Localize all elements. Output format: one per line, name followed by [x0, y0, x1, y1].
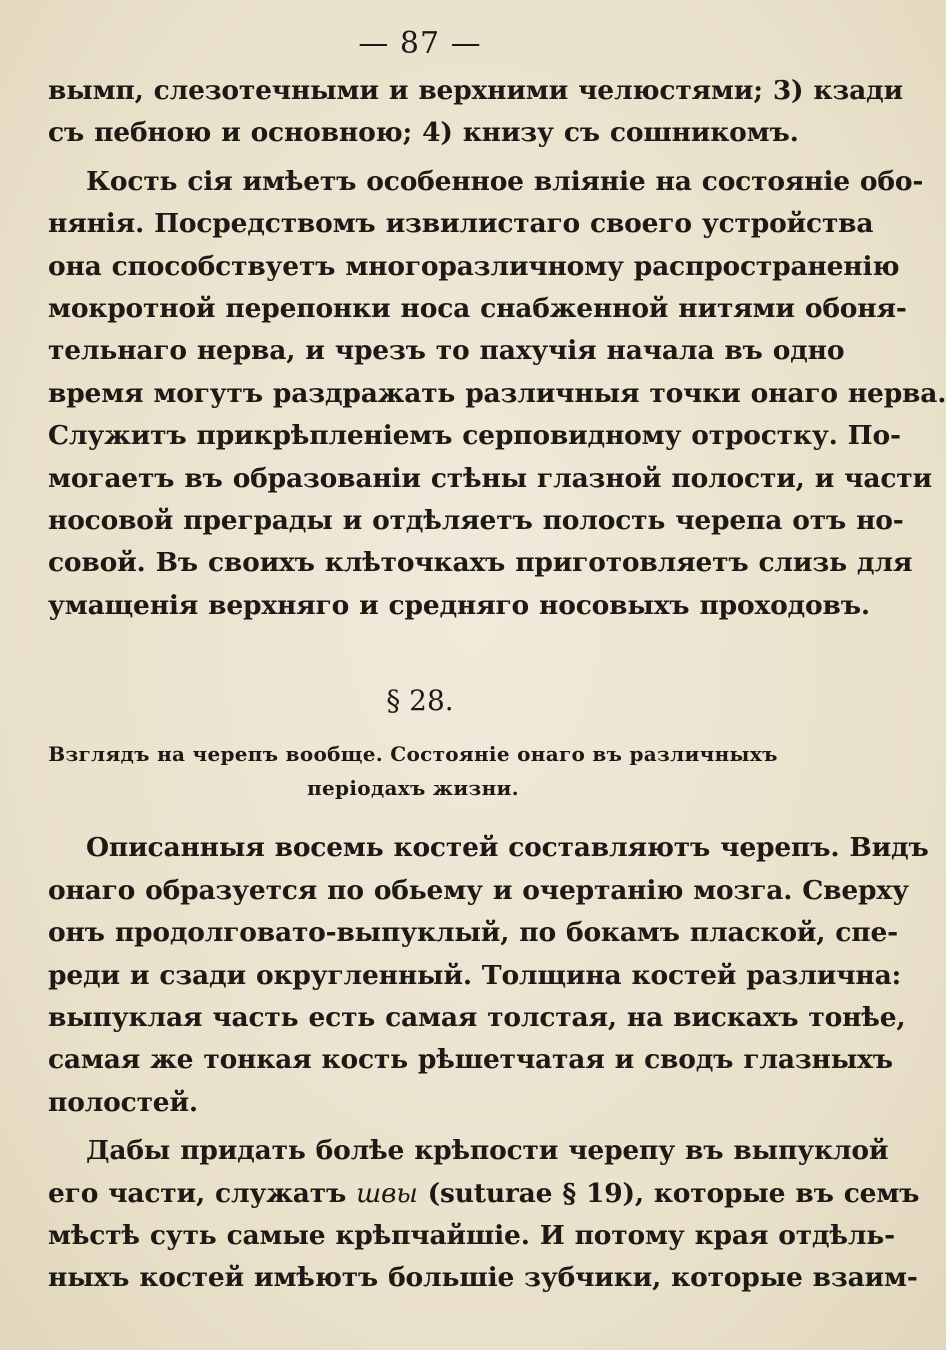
text-line: умащенія верхняго и средняго носовыхъ проходовъ.	[48, 589, 870, 621]
text-line	[48, 1173, 920, 1215]
text-line: выпуклая часть есть самая толстая, на вискахъ тонѣе,	[48, 1001, 906, 1033]
text-line: она способствуетъ многоразличному распространенію	[48, 250, 900, 282]
text-line: время могутъ раздражать различныя точки онаго нерва.	[48, 377, 946, 409]
text-line: онаго образуется по обьему и очертанію мозга. Сверху	[48, 874, 909, 906]
paragraph-skull-shape	[48, 827, 929, 1124]
paragraph-maxilla-joints	[48, 70, 903, 155]
book-page	[48, 24, 946, 1300]
text-line: самая же тонкая кость рѣшетчатая и сводъ глазныхъ	[48, 1044, 893, 1076]
text-line: Служитъ прикрѣпленіемъ серповидному отростку. По-	[48, 420, 901, 452]
text-fragment: его части, служатъ	[48, 1177, 357, 1209]
text-line: мокротной перепонки носа снабженной нитями обоня-	[48, 293, 907, 325]
section-title-line: Взглядъ на черепъ вообще. Состояніе онаго въ различныхъ	[48, 742, 778, 767]
text-line: Кость сія имѣетъ особенное вліяніе на состояніе обо-	[86, 165, 924, 197]
section-title-line: періодахъ жизни.	[307, 776, 519, 801]
italic-term-sutures: швы	[356, 1177, 418, 1209]
page-number: — 87 —	[358, 26, 482, 61]
text-line: полостей.	[48, 1086, 198, 1118]
text-line: мѣстѣ суть самые крѣпчайшіе. И потому края отдѣль-	[48, 1219, 895, 1251]
paragraph-sutures	[48, 1130, 920, 1300]
text-line: реди и сзади округленный. Толщина костей различна:	[48, 959, 902, 991]
section-number: § 28.	[386, 684, 454, 718]
text-line: ныхъ костей имѣютъ большіе зубчики, которые взаим-	[48, 1262, 918, 1294]
text-line: могаетъ въ образованіи стѣны глазной полости, и части	[48, 462, 932, 494]
text-line: съ пебною и основною; 4) книзу съ сошникомъ.	[48, 117, 799, 149]
text-line: онъ продолговато-выпуклый, по бокамъ плаской, спе-	[48, 917, 898, 949]
text-fragment: (suturae § 19), которые въ семъ	[417, 1177, 920, 1209]
paragraph-ethmoid-function	[48, 161, 946, 627]
text-line: Описанныя восемь костей составляютъ черепъ. Видъ	[86, 832, 929, 864]
text-line: Дабы придать болѣе крѣпости черепу въ выпуклой	[86, 1135, 889, 1167]
text-line: нянія. Посредствомъ извилистаго своего устройства	[48, 208, 874, 240]
text-line: тельнаго нерва, и чрезъ то пахучія начала въ одно	[48, 335, 845, 367]
section-title	[48, 737, 778, 805]
text-line: совой. Въ своихъ клѣточкахъ приготовляетъ слизь для	[48, 547, 913, 579]
text-line: вымп, слезотечными и верхними челюстями; 3) кзади	[48, 75, 903, 106]
text-line: носовой преграды и отдѣляетъ полость черепа отъ но-	[48, 505, 904, 537]
